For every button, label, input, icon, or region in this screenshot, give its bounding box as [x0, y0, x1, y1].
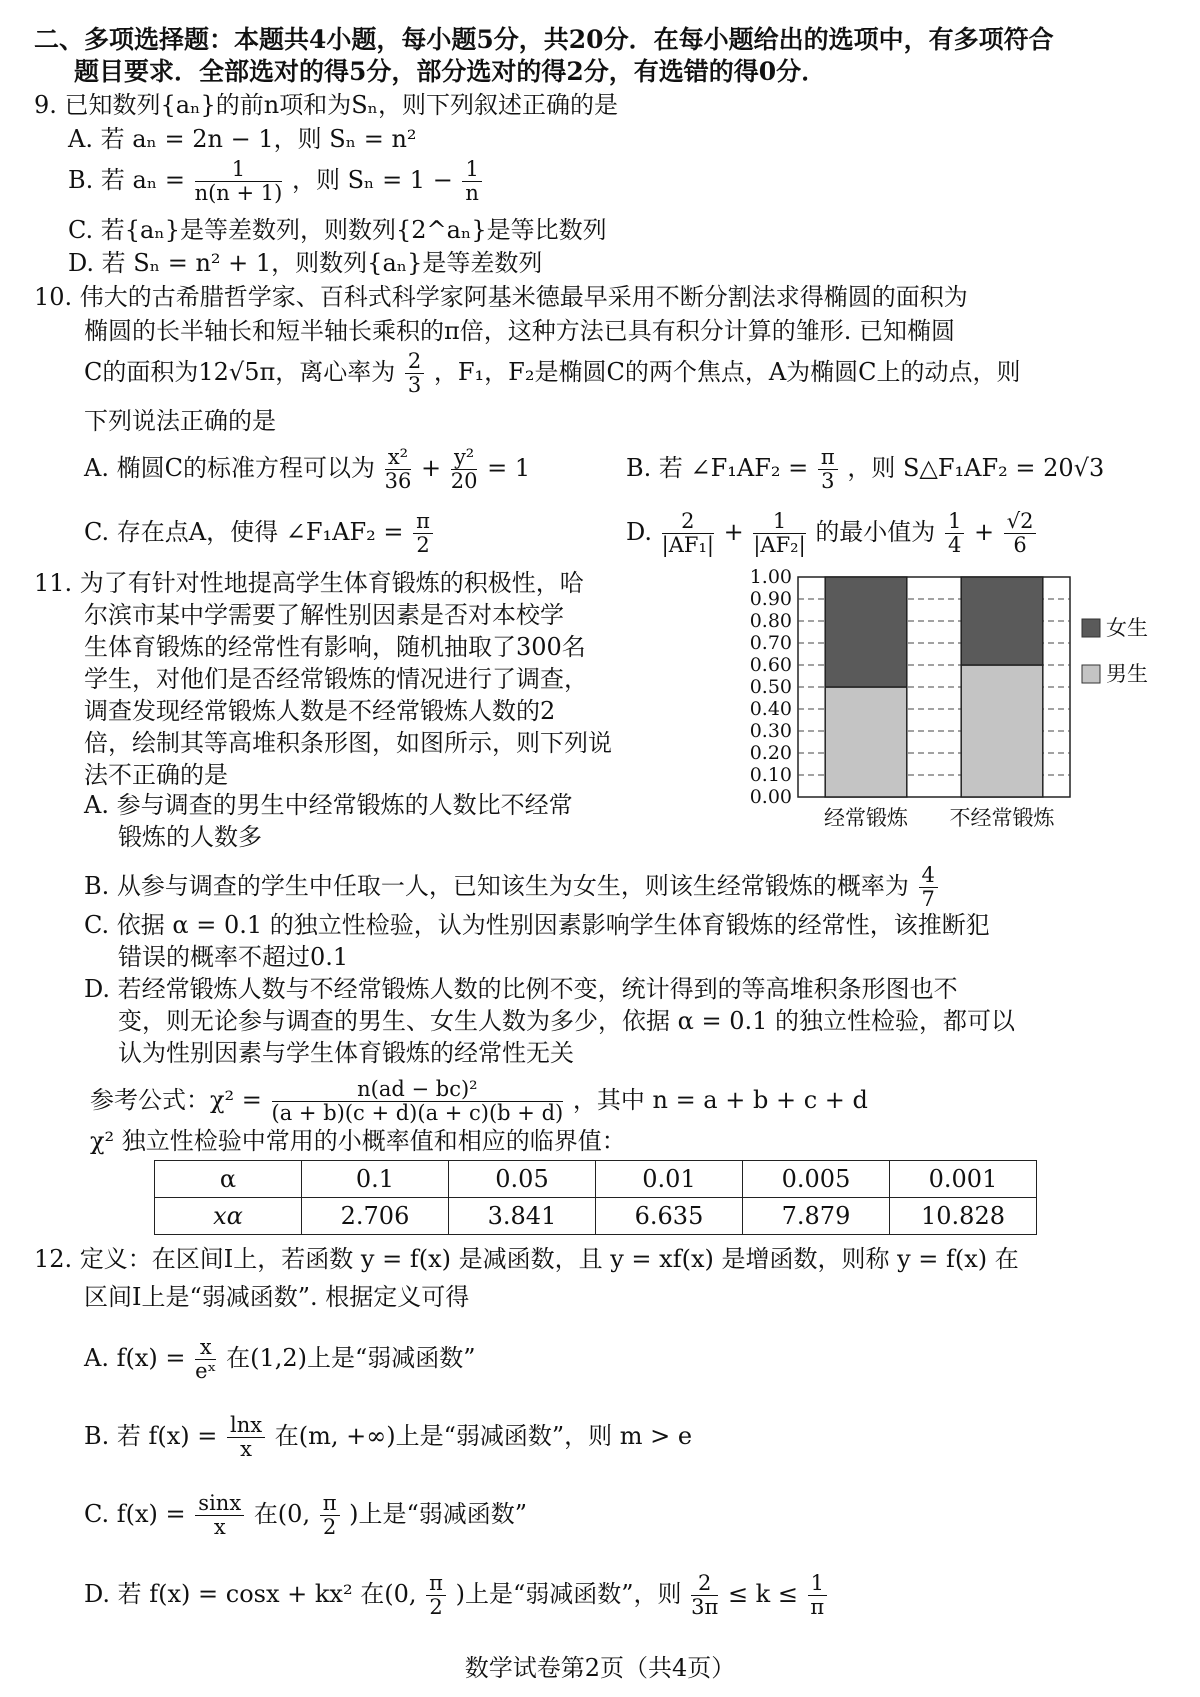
- table-row: [155, 1161, 1037, 1198]
- bar-segment: [825, 687, 907, 797]
- table-cell: 0.1: [302, 1161, 449, 1198]
- q10-option-c: C. 存在点A，使得 ∠F₁AF₂ = $\frac{\pi}{2}$: [84, 510, 435, 557]
- table-row: [155, 1198, 1037, 1235]
- q10-line3: C的面积为12√5π，离心率为 $\frac{2}{3}$ ，F₁，F₂是椭圆C的两个焦点，A为椭圆C上的动点，则: [84, 349, 1021, 398]
- critical-value-table: [154, 1160, 1037, 1235]
- q12-line1: 12. 定义：在区间I上，若函数 y = f(x) 是减函数，且 y = xf(x) 是增函数，则称 y = f(x) 在: [34, 1245, 1019, 1273]
- table-cell: 0.01: [596, 1161, 743, 1198]
- y-tick-label: 0.00: [749, 786, 792, 808]
- y-tick-label: 0.90: [749, 588, 792, 610]
- q11-line4: 学生，对他们是否经常锻炼的情况进行了调查，: [84, 665, 588, 693]
- x-category-label: 经常锻炼: [824, 806, 908, 830]
- table-cell: 6.635: [596, 1198, 743, 1235]
- q10-option-d: D. $\frac{2}{\text{|AF₁|}}$ + $\frac{1}{\text{|AF₂|}}$ 的最小值为 $\frac{1}{4}$ + $\frac{√2}{6}$: [626, 510, 1038, 557]
- q10-line1: 10. 伟大的古希腊哲学家、百科式科学家阿基米德最早采用不断分割法求得椭圆的面积为: [34, 283, 968, 311]
- q11-line7: 法不正确的是: [84, 761, 228, 789]
- table-cell: 10.828: [890, 1198, 1037, 1235]
- q11-line1: 11. 为了有针对性地提高学生体育锻炼的积极性，哈: [34, 569, 584, 597]
- page-footer: 数学试卷第2页（共4页）: [464, 1654, 736, 1682]
- legend-label: 女生: [1106, 616, 1148, 640]
- q11-line5: 调查发现经常锻炼人数是不经常锻炼人数的2: [84, 697, 556, 725]
- q11-option-d-line3: 认为性别因素与学生体育锻炼的经常性无关: [118, 1039, 574, 1067]
- q11-line3: 生体育锻炼的经常性有影响，随机抽取了300名: [84, 633, 586, 661]
- bar-segment: [961, 577, 1043, 665]
- q11-option-a-line2: 锻炼的人数多: [118, 823, 262, 851]
- bar-segment: [961, 665, 1043, 797]
- q11-option-c-line2: 错误的概率不超过0.1: [118, 943, 349, 971]
- table-cell: 0.001: [890, 1161, 1037, 1198]
- q12-option-c: C. f(x) = $\frac{\sin x}{x}$ 在(0, $\frac{\pi}{2}$ )上是“弱减函数”: [84, 1491, 528, 1540]
- table-cell: α: [155, 1161, 302, 1198]
- table-cell: 3.841: [449, 1198, 596, 1235]
- q9-option-d: D. 若 Sₙ = n² + 1，则数列{aₙ}是等差数列: [68, 249, 543, 277]
- q10-line4: 下列说法正确的是: [84, 407, 276, 435]
- section-header-line1: 二、多项选择题：本题共4小题，每小题5分，共20分．在每小题给出的选项中，有多项符合: [34, 25, 1054, 54]
- q11-option-c-line1: C. 依据 α = 0.1 的独立性检验，认为性别因素影响学生体育锻炼的经常性，该推断犯: [84, 911, 990, 939]
- q11-line6: 倍，绘制其等高堆积条形图，如图所示，则下列说: [84, 729, 612, 757]
- q10-option-a: A. 椭圆C的标准方程可以为 $\frac{\text{x²}}{36}$ + $\frac{\text{y²}}{20}$ = 1: [84, 445, 531, 494]
- section-header-line2: 题目要求．全部选对的得5分，部分选对的得2分，有选错的得0分．: [74, 57, 827, 86]
- q9-option-a: A. 若 aₙ = 2n − 1，则 Sₙ = n²: [68, 125, 417, 153]
- q12-line2: 区间I上是“弱减函数”. 根据定义可得: [84, 1283, 470, 1311]
- q10-option-b: B. 若 ∠F₁AF₂ = $\frac{\pi}{3}$ ，则 S△F₁AF₂ = 20√3: [626, 445, 1105, 494]
- y-tick-label: 0.60: [749, 654, 792, 676]
- y-tick-label: 0.30: [749, 720, 792, 742]
- y-tick-label: 1.00: [749, 566, 792, 588]
- legend-swatch: [1082, 619, 1100, 637]
- x-category-label: 不经常锻炼: [949, 806, 1055, 830]
- y-tick-label: 0.40: [749, 698, 792, 720]
- legend-swatch: [1082, 665, 1100, 683]
- y-tick-label: 0.80: [749, 610, 792, 632]
- table-cell: 0.005: [743, 1161, 890, 1198]
- y-tick-label: 0.20: [749, 742, 792, 764]
- q11-option-b: B. 从参与调查的学生中任取一人，已知该生为女生，则该生经常锻炼的概率为 $\frac{4}{7}$: [84, 864, 940, 911]
- table-cell: xα: [155, 1198, 302, 1235]
- q9-stem: 9. 已知数列{aₙ}的前n项和为Sₙ，则下列叙述正确的是: [34, 91, 619, 119]
- table-cell: 7.879: [743, 1198, 890, 1235]
- q11-option-a-line1: A. 参与调查的男生中经常锻炼的人数比不经常: [84, 791, 573, 819]
- y-tick-label: 0.50: [749, 676, 792, 698]
- y-tick-label: 0.10: [749, 764, 792, 786]
- q11-option-d-line2: 变，则无论参与调查的男生、女生人数为多少，依据 α = 0.1 的独立性检验，都可以: [118, 1007, 1015, 1035]
- q9-option-b: B. 若 aₙ = $\frac{1}{n(n + 1)}$ ，则 Sₙ = 1 − $\frac{1}{n}$: [68, 158, 484, 205]
- q12-option-b: B. 若 f(x) = $\frac{\ln x}{x}$ 在(m, +∞)上是“弱减函数”，则 m > e: [84, 1413, 693, 1462]
- table-cell: 2.706: [302, 1198, 449, 1235]
- q9-option-c: C. 若{aₙ}是等差数列，则数列{2^aₙ}是等比数列: [68, 216, 607, 244]
- bar-segment: [825, 577, 907, 687]
- stacked-bar-chart: [740, 565, 1180, 835]
- table-cell: 0.05: [449, 1161, 596, 1198]
- q11-line2: 尔滨市某中学需要了解性别因素是否对本校学: [84, 601, 564, 629]
- q12-option-a: A. f(x) = $\frac{x}{\text{eˣ}}$ 在(1,2)上是“弱减函数”: [84, 1335, 476, 1384]
- table-caption: χ² 独立性检验中常用的小概率值和相应的临界值：: [90, 1127, 626, 1155]
- legend-label: 男生: [1106, 662, 1148, 686]
- reference-formula: 参考公式：χ² = $\frac{\text{n(ad − bc)²}}{(a + b)(c + d)(a + c)(b + d)}$ ，其中 n = a + b + c + d: [90, 1077, 868, 1126]
- q12-option-d: D. 若 f(x) = cosx + kx² 在(0, $\frac{\pi}{2}$ )上是“弱减函数”，则 $\frac{2}{3\pi}$ ≤ k ≤ $\frac{1}{\pi}$: [84, 1572, 829, 1619]
- q11-option-d-line1: D. 若经常锻炼人数与不经常锻炼人数的比例不变，统计得到的等高堆积条形图也不: [84, 975, 958, 1003]
- q10-line2: 椭圆的长半轴长和短半轴长乘积的π倍，这种方法已具有积分计算的雏形. 已知椭圆: [84, 317, 956, 345]
- y-tick-label: 0.70: [749, 632, 792, 654]
